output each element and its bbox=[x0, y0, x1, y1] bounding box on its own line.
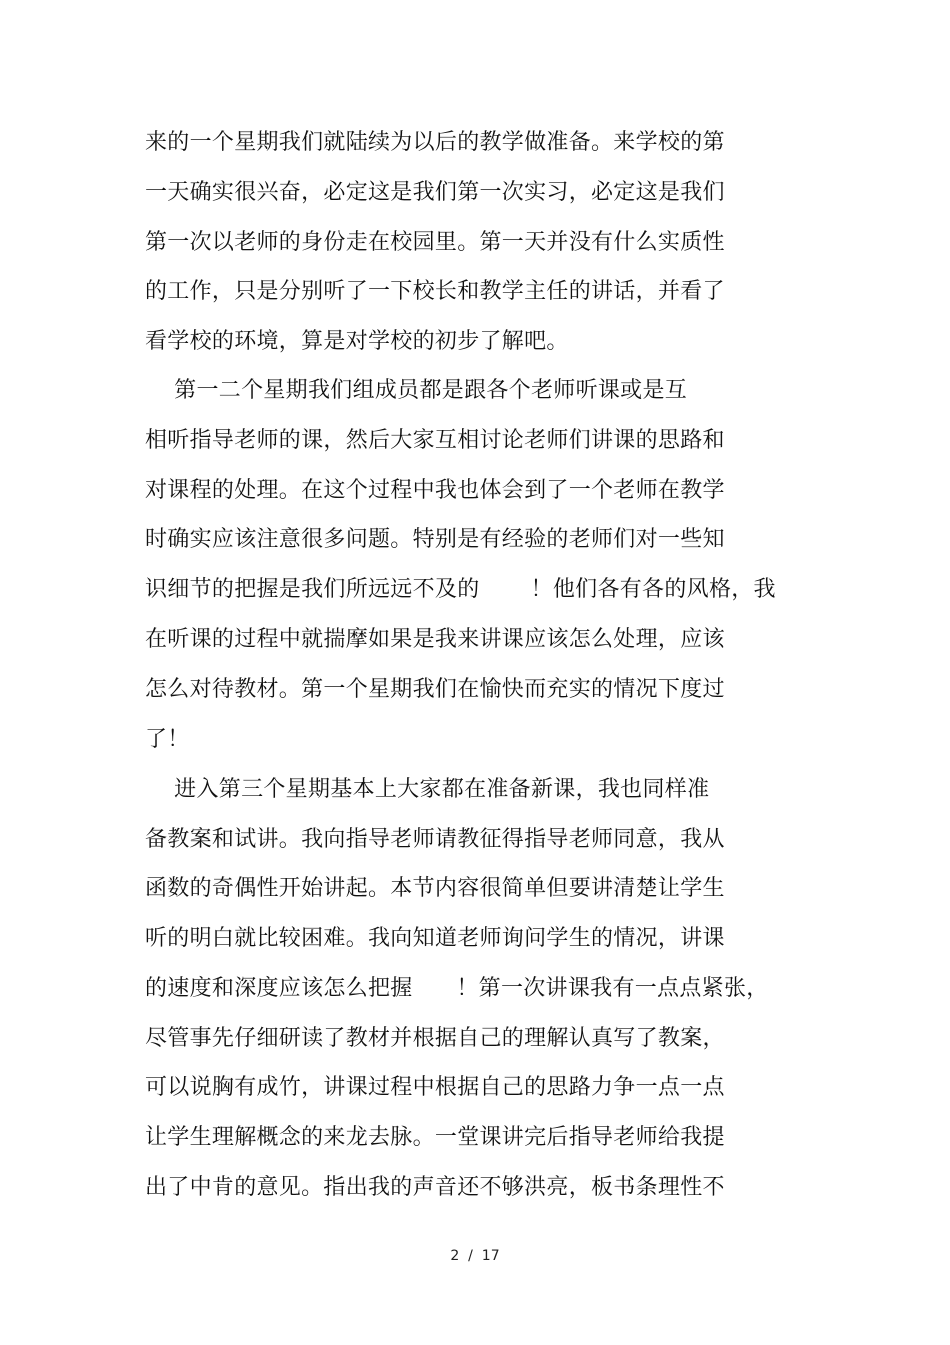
text-line: 听的明白就比较困难。我向知道老师询问学生的情况，讲课 bbox=[145, 926, 725, 951]
text-line: 第一次以老师的身份走在校园里。第一天并没有什么实质性 bbox=[145, 230, 725, 255]
text-line: 尽管事先仔细研读了教材并根据自己的理解认真写了教案， bbox=[145, 1026, 725, 1051]
text-line: 可以说胸有成竹，讲课过程中根据自己的思路力争一点一点 bbox=[145, 1075, 725, 1100]
text-line: 函数的奇偶性开始讲起。本节内容很简单但要讲清楚让学生 bbox=[145, 876, 725, 901]
text-line: 对课程的处理。在这个过程中我也体会到了一个老师在教学 bbox=[145, 478, 725, 503]
text-line: 怎么对待教材。第一个星期我们在愉快而充实的情况下度过 bbox=[145, 677, 725, 702]
text-line: 进入第三个星期基本上大家都在准备新课，我也同样准 bbox=[145, 777, 710, 802]
page-number: 2 / 17 bbox=[450, 1248, 500, 1264]
text-line: 看学校的环境，算是对学校的初步了解吧。 bbox=[145, 329, 569, 354]
text-line: 的工作，只是分别听了一下校长和教学主任的讲话，并看了 bbox=[145, 279, 725, 304]
text-line: 在听课的过程中就揣摩如果是我来讲课应该怎么处理，应该 bbox=[145, 627, 725, 652]
text-line: 备教案和试讲。我向指导老师请教征得指导老师同意，我从 bbox=[145, 827, 725, 852]
text-line: 识细节的把握是我们所远远不及的 ！他们各有各的风格，我 bbox=[145, 577, 776, 602]
text-line: 来的一个星期我们就陆续为以后的教学做准备。来学校的第 bbox=[145, 130, 725, 155]
text-line: 的速度和深度应该怎么把握 ！第一次讲课我有一点点紧张， bbox=[145, 976, 769, 1001]
text-line: 时确实应该注意很多问题。特别是有经验的老师们对一些知 bbox=[145, 527, 725, 552]
text-line: 一天确实很兴奋，必定这是我们第一次实习，必定这是我们 bbox=[145, 180, 725, 205]
text-line: 了！ bbox=[145, 727, 190, 752]
text-line: 相听指导老师的课，然后大家互相讨论老师们讲课的思路和 bbox=[145, 428, 725, 453]
text-line: 第一二个星期我们组成员都是跟各个老师听课或是互 bbox=[145, 378, 688, 403]
text-line: 出了中肯的意见。指出我的声音还不够洪亮，板书条理性不 bbox=[145, 1175, 725, 1200]
text-line: 让学生理解概念的来龙去脉。一堂课讲完后指导老师给我提 bbox=[145, 1125, 725, 1150]
